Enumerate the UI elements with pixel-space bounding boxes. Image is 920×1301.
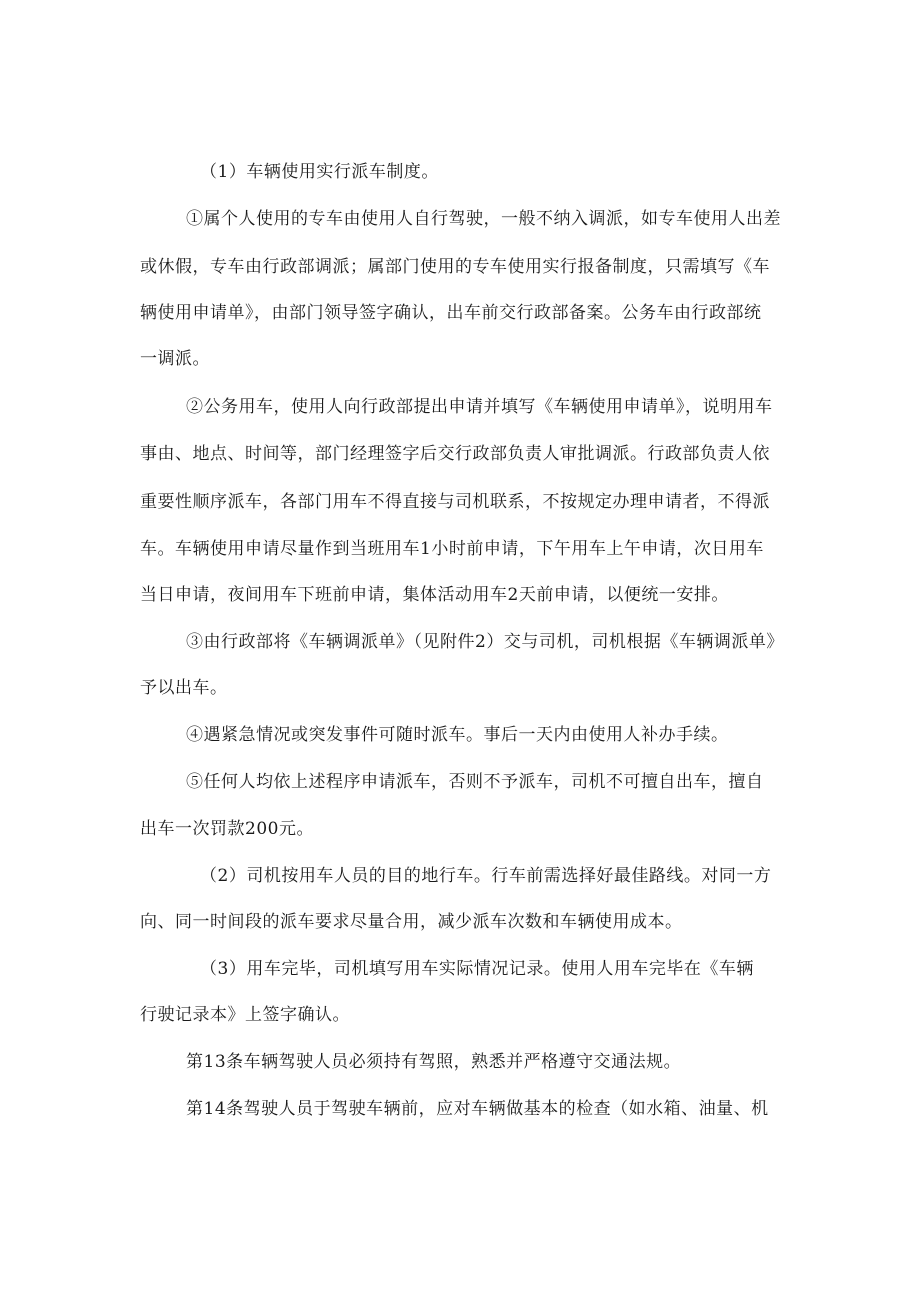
text-line: ②公务用车，使用人向行政部提出申请并填写《车辆使用申请单》，说明用车	[186, 397, 773, 417]
text-line: 或休假，专车由行政部调派；属部门使用的专车使用实行报备制度，只需填写《车	[140, 257, 770, 277]
text-line: ③由行政部将《车辆调派单》（见附件2）交与司机，司机根据《车辆调派单》	[186, 632, 784, 652]
text-line: 第14条驾驶人员于驾驶车辆前，应对车辆做基本的检查（如水箱、油量、机	[186, 1099, 769, 1119]
text-line: （1）车辆使用实行派车制度。	[200, 162, 439, 182]
text-line: 出车一次罚款200元。	[140, 819, 314, 839]
text-line: 当日申请，夜间用车下班前申请，集体活动用车2天前申请，以便统一安排。	[140, 585, 729, 605]
text-line: 第13条车辆驾驶人员必须持有驾照，熟悉并严格遵守交通法规。	[186, 1052, 682, 1072]
text-line: 予以出车。	[140, 678, 228, 698]
text-line: 事由、地点、时间等，部门经理签字后交行政部负责人审批调派。行政部负责人依	[140, 444, 770, 464]
text-line: （3）用车完毕，司机填写用车实际情况记录。使用人用车完毕在《车辆	[200, 959, 754, 979]
text-line: 向、同一时间段的派车要求尽量合用，减少派车次数和车辆使用成本。	[140, 912, 683, 932]
text-line: ④遇紧急情况或突发事件可随时派车。事后一天内由使用人补办手续。	[186, 725, 729, 745]
text-line: 一调派。	[140, 349, 210, 369]
text-line: ⑤任何人均依上述程序申请派车，否则不予派车，司机不可擅自出车，擅自	[186, 772, 764, 792]
text-line: （2）司机按用车人员的目的地行车。行车前需选择好最佳路线。对同一方	[200, 866, 772, 886]
text-line: 行驶记录本》上签字确认。	[140, 1005, 350, 1025]
text-line: 重要性顺序派车，各部门用车不得直接与司机联系，不按规定办理申请者，不得派	[140, 492, 770, 512]
text-line: 车。车辆使用申请尽量作到当班用车1小时前申请，下午用车上午申请，次日用车	[140, 539, 764, 559]
text-line: ①属个人使用的专车由使用人自行驾驶，一般不纳入调派，如专车使用人出差	[186, 209, 781, 229]
text-line: 辆使用申请单》，由部门领导签字确认，出车前交行政部备案。公务车由行政部统	[140, 303, 762, 323]
